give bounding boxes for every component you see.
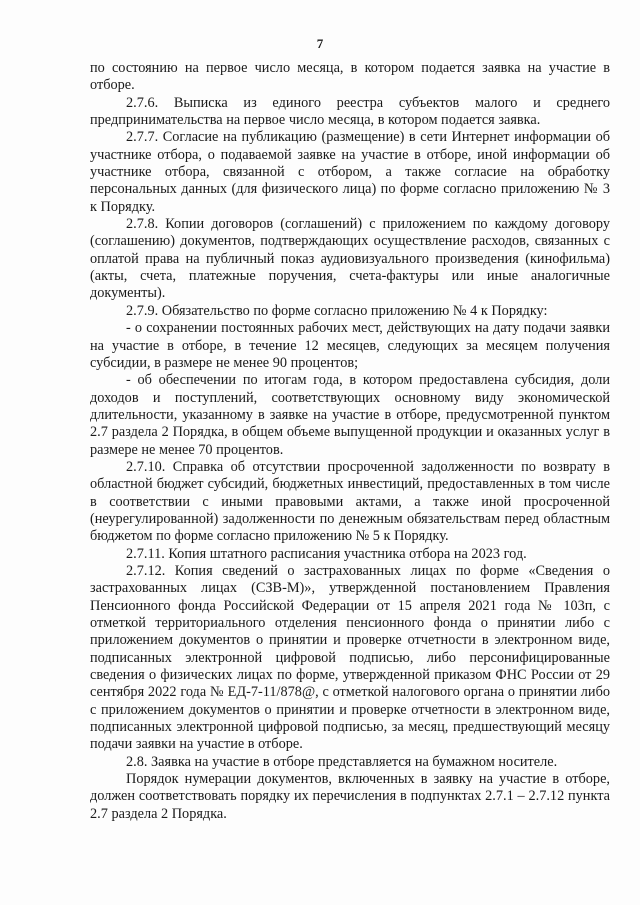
paragraph-2-7-7: 2.7.7. Согласие на публикацию (размещение) в сети Интернет информации об участнике отбора, о подаваемой заявке на участие в отборе, иной информации об участнике отбора, связанной с отбором, а также согласие на обработку персональных данных (для физического лица) по форме согласно приложению № 3 к Порядку. (90, 129, 610, 215)
page-number: 7 (316, 36, 324, 51)
document-body (90, 60, 610, 823)
list-item-income-share: - об обеспечении по итогам года, в котором предоставлена субсидия, доли доходов и поступлений, соответствующих основному виду экономической длительности, указанному в заявке на участие в отборе, предусмотренной пунктом 2.7 раздела 2 Порядка, в общем объеме выпущенной продукции и оказанных услуг в размере не менее 70 процентов. (90, 372, 610, 458)
paragraph-2-7-9: 2.7.9. Обязательство по форме согласно приложению № 4 к Порядку: (126, 302, 548, 319)
paragraph-2-7-12: 2.7.12. Копия сведений о застрахованных лицах по форме «Сведения о застрахованных лицах (СЗВ-М)», утвержденной постановлением Правления Пенсионного фонда Российской Федерации от 15 апреля 2021 года № 103п, с отметкой территориального отделения пенсионного фонда о принятии либо с приложением документов о принятии и проверке отчетности в электронном виде, подписанных электронной цифровой подписью, либо персонифицированные сведения о физических лицах по форме, утвержденной приказом ФНС России от 29 сентября 2022 года № ЕД-7-11/878@, с отметкой налогового органа о принятии либо с приложением документов о принятии и проверке отчетности в электронном виде, подписанных электронной цифровой подписью, за месяц, предшествующий месяцу подачи заявки на участие в отборе. (90, 562, 610, 753)
paragraph-2-7-11: 2.7.11. Копия штатного расписания участника отбора на 2023 год. (126, 545, 527, 562)
paragraph-2-7-10: 2.7.10. Справка об отсутствии просроченной задолженности по возврату в областной бюджет субсидий, бюджетных инвестиций, предоставленных в том числе в соответствии с иными правовыми актами, а также иной просроченной (неурегулированной) задолженности по денежным обязательствам перед областным бюджетом по форме согласно приложению № 5 к Порядку. (90, 458, 610, 545)
paragraph-2-7-8: 2.7.8. Копии договоров (соглашений) с приложением по каждому договору (соглашению) документов, подтверждающих осуществление расходов, связанных с оплатой права на публичный показ аудиовизуального произведения (кинофильма) (акты, счета, платежные поручения, счета-фактуры или иные аналогичные документы). (90, 216, 610, 302)
paragraph-2-8: 2.8. Заявка на участие в отборе представляется на бумажном носителе. (126, 753, 558, 770)
paragraph-numbering-order: Порядок нумерации документов, включенных в заявку на участие в отборе, должен соответствовать порядку их перечисления в подпунктах 2.7.1 – 2.7.12 пункта 2.7 раздела 2 Порядка. (90, 771, 610, 822)
paragraph-continuation: по состоянию на первое число месяца, в котором подается заявка на участие в отборе. (90, 60, 610, 94)
paragraph-2-7-6: 2.7.6. Выписка из единого реестра субъектов малого и среднего предпринимательства на первое число месяца, в котором подается заявка. (90, 94, 610, 129)
list-item-jobs: - о сохранении постоянных рабочих мест, действующих на дату подачи заявки на участие в отборе, в течение 12 месяцев, следующих за месяцем получения субсидии, в размере не менее 90 процентов; (90, 320, 610, 371)
